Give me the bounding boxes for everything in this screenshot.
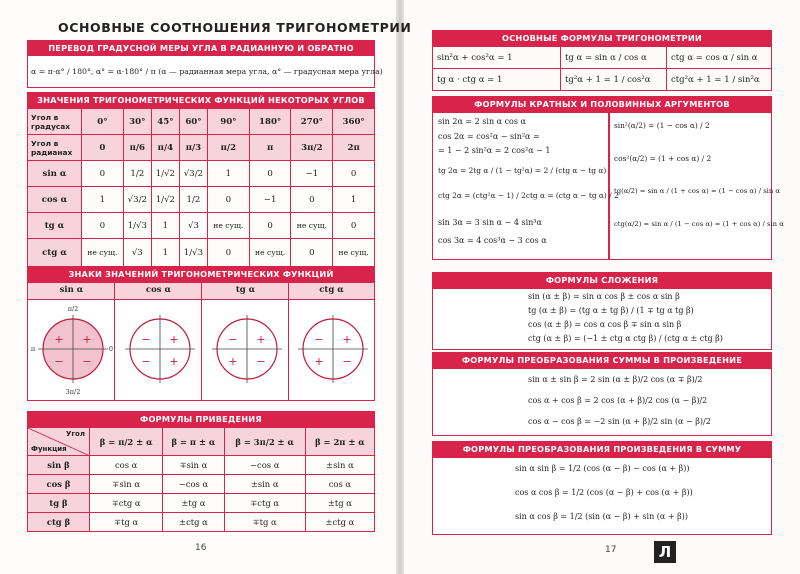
value-cell: ∓ctg α [224, 494, 305, 513]
multiple-args-header: ФОРМУЛЫ КРАТНЫХ И ПОЛОВИННЫХ АРГУМЕНТОВ [432, 96, 772, 112]
fn-label: ctg β [28, 513, 90, 532]
degree-cell: 60° [179, 109, 207, 135]
formula-line: sin 2α = 2 sin α cos α [438, 117, 526, 126]
radian-cell: π/4 [151, 135, 179, 161]
value-cell: ±ctg α [305, 513, 374, 532]
table-row [28, 187, 375, 213]
formula-line: sin α ± sin β = 2 sin (α ± β)/2 cos (α ∓ β)/2 [528, 375, 703, 384]
sign-fn-label: ctg α [319, 285, 344, 295]
formula-line: tg 2α = 2tg α / (1 − tg²α) = 2 / (ctg α − tg α) [438, 166, 607, 175]
degree-cell: 90° [207, 109, 249, 135]
col-header: β = 3π/2 ± α [224, 428, 305, 456]
formula-line: cos α cos β = 1/2 (cos (α − β) + cos (α + β)) [515, 488, 693, 497]
unit-circle-sin [28, 301, 115, 399]
basic-formulas-header: ОСНОВНЫЕ ФОРМУЛЫ ТРИГОНОМЕТРИИ [432, 30, 772, 46]
formula-line: cos (α ± β) = cos α cos β ∓ sin α sin β [528, 320, 682, 329]
value-cell: 0 [291, 239, 333, 267]
table-row [28, 239, 375, 267]
fn-label: cos α [28, 187, 82, 213]
table-row [28, 135, 375, 161]
col-header: β = π/2 ± α [90, 428, 163, 456]
sign-fn-label: tg α [235, 285, 256, 295]
formula-cell: sin²α + cos²α = 1 [433, 47, 561, 69]
sign-q1: + [342, 333, 352, 346]
value-cell: 1 [333, 187, 375, 213]
sign-q2: − [314, 333, 324, 346]
value-cell: 1/√2 [151, 161, 179, 187]
value-cell: 1 [207, 161, 249, 187]
corner-top-label: Угол [66, 430, 85, 438]
table-row [28, 428, 375, 456]
value-cell: ∓tg α [90, 513, 163, 532]
radian-cell: 0 [82, 135, 124, 161]
col-header: β = 2π ± α [305, 428, 374, 456]
value-cell: √3 [123, 239, 151, 267]
publisher-logo: Л [654, 541, 676, 563]
sign-cell-tg [202, 282, 289, 401]
degree-radian-formula: α = π·α° / 180°, α° = α·180° / π (α — радианная мера угла, α° — градусная мера угла) [31, 67, 383, 76]
formula-line: ctg(α/2) = sin α / (1 − cos α) = (1 + cos α) / sin α [614, 220, 784, 228]
formula-line: cos 3α = 4 cos³α − 3 cos α [438, 236, 547, 245]
degree-cell: 0° [82, 109, 124, 135]
value-cell: 0 [249, 161, 291, 187]
value-cell: 1/2 [123, 161, 151, 187]
value-cell: ±tg α [305, 494, 374, 513]
formula-cell: ctg²α + 1 = 1 / sin²α [667, 69, 772, 91]
fn-label: ctg α [28, 239, 82, 267]
axis-left-label: π [30, 345, 36, 353]
value-cell: 0 [82, 213, 124, 239]
fn-label: tg β [28, 494, 90, 513]
table-row [28, 213, 375, 239]
signs-header: ЗНАКИ ЗНАЧЕНИЙ ТРИГОНОМЕТРИЧЕСКИХ ФУНКЦИЙ [27, 266, 375, 282]
sign-cell-sin [28, 282, 115, 401]
sign-q1: + [256, 333, 266, 346]
formula-cell: ctg α = cos α / sin α [667, 47, 772, 69]
value-cell: не сущ. [249, 239, 291, 267]
value-cell: ∓sin α [90, 475, 163, 494]
sign-fn-label: sin α [59, 285, 84, 295]
value-cell: не сущ. [207, 213, 249, 239]
value-cell: √3/2 [179, 161, 207, 187]
formula-line: sin²(α/2) = (1 − cos α) / 2 [614, 121, 710, 130]
sign-q2: − [141, 333, 151, 346]
fn-label: sin α [28, 161, 82, 187]
value-cell: −cos α [163, 475, 224, 494]
value-cell: cos α [305, 475, 374, 494]
table-row [28, 161, 375, 187]
page-number-right: 17 [605, 545, 617, 555]
sign-q2: + [54, 333, 64, 346]
value-cell: не сущ. [291, 213, 333, 239]
table-row [28, 513, 375, 532]
value-cell: cos α [90, 456, 163, 475]
axis-right-label: 0 [108, 345, 114, 353]
sign-q1: + [82, 333, 92, 346]
formula-line: sin α cos β = 1/2 (sin (α − β) + sin (α + β)) [515, 512, 688, 521]
radian-cell: π/3 [179, 135, 207, 161]
radian-cell: π/6 [123, 135, 151, 161]
reduction-table [27, 427, 375, 532]
value-cell: −1 [249, 187, 291, 213]
value-cell: ±tg α [163, 494, 224, 513]
value-cell: 0 [249, 213, 291, 239]
formula-line: tg (α ± β) = (tg α ± tg β) / (1 ∓ tg α tg β) [528, 306, 694, 315]
value-cell: √3 [179, 213, 207, 239]
formula-line: cos 2α = cos²α − sin²α = [438, 132, 540, 141]
fn-label: tg α [28, 213, 82, 239]
sign-q4: − [342, 355, 352, 368]
value-cell: 0 [333, 161, 375, 187]
value-cell: 1 [151, 239, 179, 267]
degree-cell: 45° [151, 109, 179, 135]
radian-cell: 3π/2 [291, 135, 333, 161]
sign-q3: + [228, 355, 238, 368]
fn-label: cos β [28, 475, 90, 494]
degree-cell: 270° [291, 109, 333, 135]
value-cell: не сущ. [82, 239, 124, 267]
value-cell: 0 [82, 161, 124, 187]
sign-q2: − [228, 333, 238, 346]
formula-line: cos²(α/2) = (1 + cos α) / 2 [614, 154, 712, 163]
table-row [433, 47, 772, 69]
unit-circle-ctg [289, 301, 374, 399]
formula-line: ctg 2α = (ctg²α − 1) / 2ctg α = (ctg α − tg α) / 2 [438, 191, 619, 200]
sign-cell-cos [115, 282, 202, 401]
value-cell: √3/2 [123, 187, 151, 213]
table-row [28, 456, 375, 475]
value-cell: ±sin α [224, 475, 305, 494]
sign-q4: − [82, 355, 92, 368]
value-cell: 0 [333, 213, 375, 239]
formula-cell: tg α · ctg α = 1 [433, 69, 561, 91]
formula-line: sin 3α = 3 sin α − 4 sin³α [438, 218, 542, 227]
basic-formulas-table [432, 46, 772, 91]
formula-line: tg(α/2) = sin α / (1 + cos α) = (1 − cos α) / sin α [614, 187, 780, 195]
formula-line: = 1 − 2 sin²α = 2 cos²α − 1 [438, 146, 551, 155]
degree-radian-header: ПЕРЕВОД ГРАДУСНОЙ МЕРЫ УГЛА В РАДИАННУЮ И ОБРАТНО [27, 40, 375, 56]
table-row [28, 475, 375, 494]
value-cell: ∓ctg α [90, 494, 163, 513]
corner-cell [28, 428, 90, 456]
radian-cell: 2π [333, 135, 375, 161]
sign-q3: + [314, 355, 324, 368]
reduction-header: ФОРМУЛЫ ПРИВЕДЕНИЯ [27, 411, 375, 427]
value-cell: 0 [207, 187, 249, 213]
value-cell: 1/√3 [179, 239, 207, 267]
corner-bottom-label: Функция [31, 445, 67, 453]
col-header: β = π ± α [163, 428, 224, 456]
product-to-sum-header: ФОРМУЛЫ ПРЕОБРАЗОВАНИЯ ПРОИЗВЕДЕНИЯ В СУММУ [432, 441, 772, 457]
value-cell: 1/√3 [123, 213, 151, 239]
table-row [28, 109, 375, 135]
radian-cell: π [249, 135, 291, 161]
trig-values-table [27, 108, 375, 267]
value-cell: 1 [82, 187, 124, 213]
value-cell: ±sin α [305, 456, 374, 475]
row-label-degrees: Угол в градусах [28, 109, 82, 135]
formula-line: sin α sin β = 1/2 (cos (α − β) − cos (α + β)) [515, 464, 690, 473]
value-cell: 1/√2 [151, 187, 179, 213]
value-cell: ±ctg α [163, 513, 224, 532]
value-cell: −cos α [224, 456, 305, 475]
sum-to-product-header: ФОРМУЛЫ ПРЕОБРАЗОВАНИЯ СУММЫ В ПРОИЗВЕДЕНИЕ [432, 352, 772, 368]
sign-q4: + [169, 355, 179, 368]
formula-line: cos α − cos β = −2 sin (α + β)/2 sin (α − β)/2 [528, 417, 711, 426]
value-cell: 1 [151, 213, 179, 239]
fn-label: sin β [28, 456, 90, 475]
sign-q3: − [54, 355, 64, 368]
addition-header: ФОРМУЛЫ СЛОЖЕНИЯ [432, 272, 772, 288]
value-cell: 0 [207, 239, 249, 267]
formula-line: sin (α ± β) = sin α cos β ± cos α sin β [528, 292, 680, 301]
table-row [28, 494, 375, 513]
degree-cell: 30° [123, 109, 151, 135]
left-page-title: ОСНОВНЫЕ СООТНОШЕНИЯ ТРИГОНОМЕТРИИ [58, 20, 412, 35]
degree-cell: 360° [333, 109, 375, 135]
sign-q4: − [256, 355, 266, 368]
book-spine [396, 0, 404, 574]
sign-fn-label: cos α [145, 285, 172, 295]
value-cell: ∓sin α [163, 456, 224, 475]
sign-q1: + [169, 333, 179, 346]
page-number-left: 16 [195, 543, 207, 553]
table-row [433, 69, 772, 91]
unit-circle-tg [202, 301, 289, 399]
degree-cell: 180° [249, 109, 291, 135]
unit-circle-cos [115, 301, 202, 399]
formula-cell: tg α = sin α / cos α [561, 47, 667, 69]
multiple-args-divider [608, 112, 610, 260]
value-cell: −1 [291, 161, 333, 187]
value-cell: не сущ. [333, 239, 375, 267]
axis-top-label: π/2 [67, 305, 79, 313]
value-cell: 1/2 [179, 187, 207, 213]
radian-cell: π/2 [207, 135, 249, 161]
formula-line: ctg (α ± β) = (−1 ± ctg α ctg β) / (ctg α ± ctg β) [528, 334, 723, 343]
sign-cell-ctg [289, 282, 374, 401]
value-cell: 0 [291, 187, 333, 213]
axis-bottom-label: 3π/2 [65, 388, 81, 396]
trig-values-header: ЗНАЧЕНИЯ ТРИГОНОМЕТРИЧЕСКИХ ФУНКЦИЙ НЕКОТОРЫХ УГЛОВ [27, 92, 375, 108]
sign-q3: − [141, 355, 151, 368]
formula-line: cos α + cos β = 2 cos (α + β)/2 cos (α − β)/2 [528, 396, 708, 405]
formula-cell: tg²α + 1 = 1 / cos²α [561, 69, 667, 91]
value-cell: ∓tg α [224, 513, 305, 532]
row-label-radians: Угол в радианах [28, 135, 82, 161]
